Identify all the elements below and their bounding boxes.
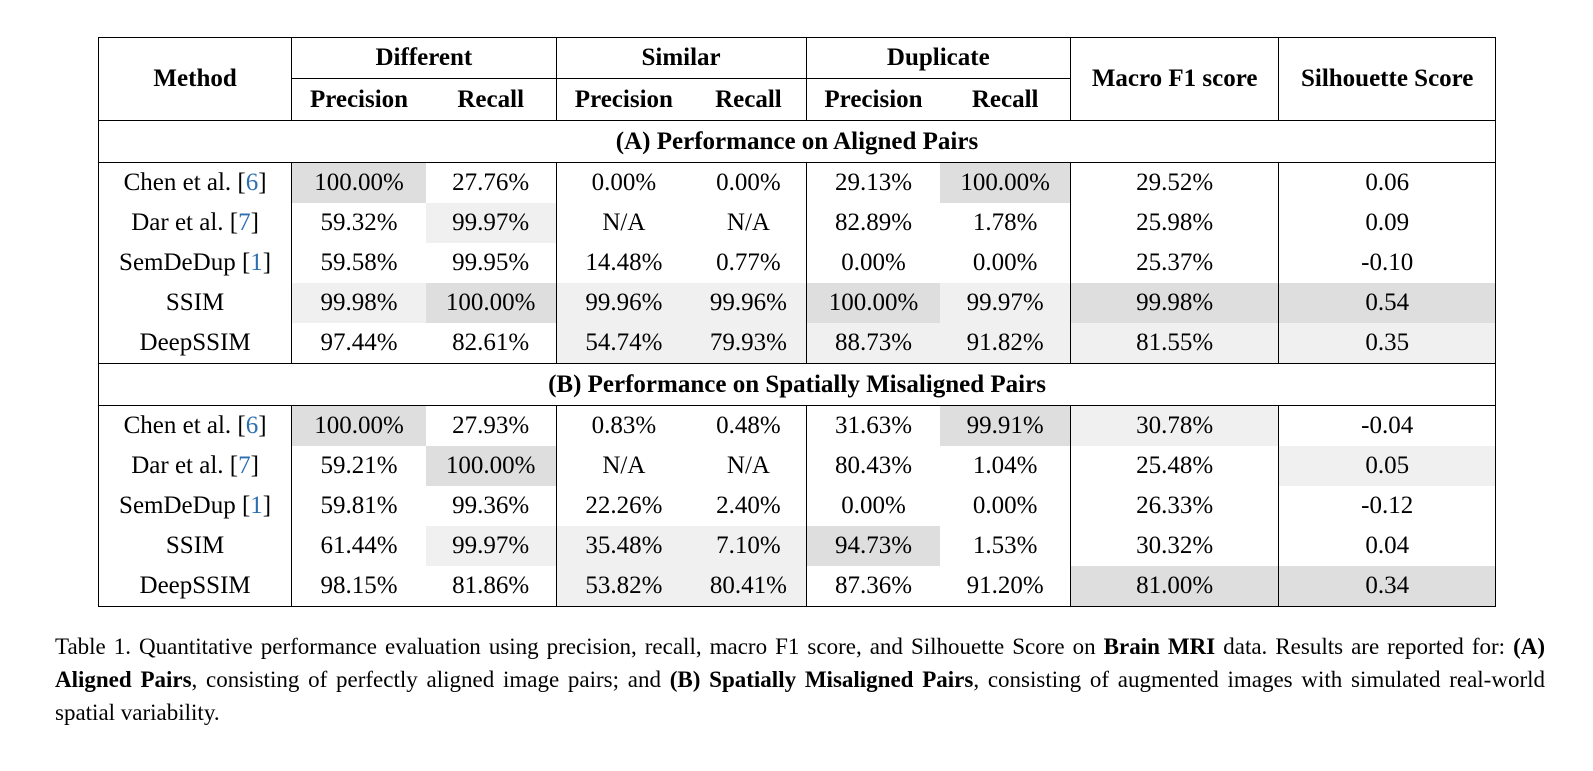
method-cell bbox=[99, 323, 292, 364]
value-cell: 99.97% bbox=[940, 283, 1070, 323]
citation-link[interactable]: 7 bbox=[238, 452, 251, 479]
header-group-duplicate: Duplicate bbox=[806, 38, 1070, 79]
value-cell: 98.15% bbox=[320, 572, 398, 599]
caption-bold-misaligned: (B) Spatially Misaligned Pairs bbox=[669, 667, 974, 692]
method-cell bbox=[99, 203, 292, 243]
value-cell: -0.04 bbox=[1361, 412, 1414, 439]
section-header-row bbox=[99, 121, 1496, 163]
caption-text: , consisting of augmented images with simulated real-world spatial variability. bbox=[55, 667, 1545, 725]
value-cell: 1.53% bbox=[940, 526, 1070, 566]
method-name: SSIM bbox=[165, 289, 225, 316]
section-title: (B) Performance on Spatially Misaligned Pairs bbox=[99, 364, 1496, 406]
value-cell: 100.00% bbox=[940, 163, 1070, 204]
value-cell: 1.04% bbox=[940, 446, 1070, 486]
value-cell: 0.06 bbox=[1365, 169, 1410, 196]
header-precision: Precision bbox=[574, 85, 673, 113]
header-recall: Recall bbox=[940, 79, 1070, 121]
value-cell: 100.00% bbox=[426, 283, 556, 323]
citation-link[interactable]: 1 bbox=[250, 249, 263, 276]
value-cell: N/A bbox=[602, 452, 646, 479]
caption-bold-dataset: Brain MRI bbox=[1103, 634, 1216, 659]
value-cell: 29.52% bbox=[1070, 163, 1278, 204]
method-bracket: ] bbox=[258, 169, 267, 196]
value-cell: 0.05 bbox=[1279, 446, 1496, 486]
header-precision: Precision bbox=[309, 85, 409, 113]
value-cell: 81.55% bbox=[1070, 323, 1278, 364]
header-recall: Recall bbox=[426, 79, 556, 121]
section-header-row bbox=[99, 364, 1496, 406]
value-cell: 0.00% bbox=[591, 169, 657, 196]
method-bracket: ] bbox=[250, 209, 259, 236]
value-cell: 59.32% bbox=[320, 209, 398, 236]
citation-link[interactable]: 6 bbox=[245, 169, 259, 196]
table-row bbox=[99, 203, 1496, 243]
method-name: DeepSSIM bbox=[139, 329, 251, 356]
value-cell: 59.81% bbox=[320, 492, 398, 519]
value-cell: -0.12 bbox=[1361, 492, 1414, 519]
value-cell: 0.83% bbox=[591, 412, 657, 439]
method-bracket: ] bbox=[250, 452, 259, 479]
method-bracket: ] bbox=[258, 412, 267, 439]
value-cell: 29.13% bbox=[834, 169, 913, 196]
value-cell: 0.00% bbox=[691, 163, 806, 204]
value-cell: 99.36% bbox=[426, 486, 556, 526]
value-cell: 22.26% bbox=[585, 492, 663, 519]
value-cell: 82.89% bbox=[834, 209, 913, 236]
value-cell: -0.10 bbox=[1361, 249, 1414, 276]
value-cell: N/A bbox=[691, 203, 806, 243]
value-cell: 88.73% bbox=[806, 323, 940, 364]
value-cell: 99.97% bbox=[426, 203, 556, 243]
method-cell bbox=[99, 446, 292, 486]
value-cell: 91.82% bbox=[940, 323, 1070, 364]
value-cell: N/A bbox=[691, 446, 806, 486]
results-table bbox=[98, 37, 1496, 607]
method-cell bbox=[99, 283, 292, 323]
table-row bbox=[99, 163, 1496, 204]
value-cell: 87.36% bbox=[834, 572, 913, 599]
value-cell: 0.00% bbox=[940, 243, 1070, 283]
value-cell: 0.00% bbox=[841, 249, 906, 276]
table-row bbox=[99, 446, 1496, 486]
value-cell: 26.33% bbox=[1070, 486, 1278, 526]
value-cell: 27.93% bbox=[426, 406, 556, 447]
value-cell: 99.98% bbox=[292, 283, 426, 323]
value-cell: 81.86% bbox=[426, 566, 556, 607]
value-cell: 0.04 bbox=[1365, 532, 1410, 559]
header-group-similar: Similar bbox=[556, 38, 806, 79]
method-name: Dar et al. [ bbox=[131, 209, 239, 236]
method-name: Chen et al. [ bbox=[123, 412, 246, 439]
method-name: DeepSSIM bbox=[139, 572, 251, 599]
value-cell: 0.35 bbox=[1279, 323, 1496, 364]
value-cell: 100.00% bbox=[806, 283, 940, 323]
value-cell: 14.48% bbox=[585, 249, 663, 276]
method-name: Chen et al. [ bbox=[123, 169, 246, 196]
method-cell bbox=[99, 243, 292, 283]
citation-link[interactable]: 6 bbox=[245, 412, 259, 439]
value-cell: 0.09 bbox=[1365, 209, 1410, 236]
value-cell: 0.00% bbox=[940, 486, 1070, 526]
caption-text: , consisting of perfectly aligned image pairs; and bbox=[191, 667, 670, 692]
value-cell: 100.00% bbox=[426, 446, 556, 486]
header-precision: Precision bbox=[824, 85, 923, 113]
value-cell: 25.37% bbox=[1070, 243, 1278, 283]
method-bracket: ] bbox=[262, 249, 272, 276]
caption-text: data. Results are reported for: bbox=[1215, 634, 1514, 659]
table-row bbox=[99, 486, 1496, 526]
value-cell: 0.77% bbox=[691, 243, 806, 283]
value-cell: 0.48% bbox=[691, 406, 806, 447]
value-cell: 100.00% bbox=[292, 163, 426, 204]
value-cell: 7.10% bbox=[691, 526, 806, 566]
value-cell: 31.63% bbox=[834, 412, 913, 439]
value-cell: 99.96% bbox=[691, 283, 806, 323]
value-cell: 59.58% bbox=[320, 249, 398, 276]
method-bracket: ] bbox=[262, 492, 272, 519]
value-cell: 99.91% bbox=[940, 406, 1070, 447]
table-row bbox=[99, 243, 1496, 283]
value-cell: 97.44% bbox=[320, 329, 398, 356]
value-cell: 82.61% bbox=[426, 323, 556, 364]
value-cell: 94.73% bbox=[806, 526, 940, 566]
value-cell: 99.96% bbox=[556, 283, 691, 323]
citation-link[interactable]: 1 bbox=[250, 492, 263, 519]
method-cell bbox=[99, 486, 292, 526]
value-cell: 79.93% bbox=[691, 323, 806, 364]
table-row bbox=[99, 526, 1496, 566]
table-row bbox=[99, 283, 1496, 323]
value-cell: 99.95% bbox=[426, 243, 556, 283]
value-cell: 0.54 bbox=[1279, 283, 1496, 323]
table-body bbox=[99, 121, 1496, 607]
value-cell: 59.21% bbox=[320, 452, 398, 479]
value-cell: 0.00% bbox=[841, 492, 906, 519]
header-silhouette: Silhouette Score bbox=[1300, 65, 1474, 92]
method-name: SemDeDup [ bbox=[119, 492, 251, 519]
table-caption bbox=[55, 630, 1545, 729]
method-name: Dar et al. [ bbox=[131, 452, 239, 479]
value-cell: 25.98% bbox=[1070, 203, 1278, 243]
value-cell: 61.44% bbox=[320, 532, 398, 559]
caption-bold-aligned: (A) Aligned Pairs bbox=[55, 634, 1545, 692]
header-method: Method bbox=[99, 38, 292, 121]
value-cell: 1.78% bbox=[940, 203, 1070, 243]
citation-link[interactable]: 7 bbox=[238, 209, 251, 236]
value-cell: 80.41% bbox=[691, 566, 806, 607]
header-recall: Recall bbox=[691, 79, 806, 121]
value-cell: 100.00% bbox=[292, 406, 426, 447]
value-cell: 91.20% bbox=[940, 566, 1070, 607]
method-cell bbox=[99, 406, 292, 447]
method-cell bbox=[99, 163, 292, 204]
table-row bbox=[99, 566, 1496, 607]
value-cell: 81.00% bbox=[1070, 566, 1278, 607]
value-cell: 27.76% bbox=[426, 163, 556, 204]
value-cell: 25.48% bbox=[1070, 446, 1278, 486]
value-cell: 53.82% bbox=[556, 566, 691, 607]
value-cell: 0.34 bbox=[1279, 566, 1496, 607]
section-title: (A) Performance on Aligned Pairs bbox=[99, 121, 1496, 163]
value-cell: 80.43% bbox=[834, 452, 913, 479]
header-group-different: Different bbox=[292, 38, 556, 79]
value-cell: N/A bbox=[602, 209, 646, 236]
method-name: SemDeDup [ bbox=[119, 249, 251, 276]
value-cell: 30.78% bbox=[1070, 406, 1278, 447]
value-cell: 54.74% bbox=[556, 323, 691, 364]
table-row bbox=[99, 323, 1496, 364]
method-cell bbox=[99, 526, 292, 566]
header-macro-f1: Macro F1 score bbox=[1070, 38, 1278, 121]
value-cell: 99.98% bbox=[1070, 283, 1278, 323]
value-cell: 30.32% bbox=[1070, 526, 1278, 566]
table-header bbox=[99, 38, 1496, 121]
value-cell: 99.97% bbox=[426, 526, 556, 566]
method-name: SSIM bbox=[165, 532, 225, 559]
method-cell bbox=[99, 566, 292, 607]
value-cell: 35.48% bbox=[556, 526, 691, 566]
value-cell: 2.40% bbox=[691, 486, 806, 526]
caption-text: Table 1. Quantitative performance evaluation using precision, recall, macro F1 score, and Silhouette Score on bbox=[55, 634, 1104, 659]
table-row bbox=[99, 406, 1496, 447]
